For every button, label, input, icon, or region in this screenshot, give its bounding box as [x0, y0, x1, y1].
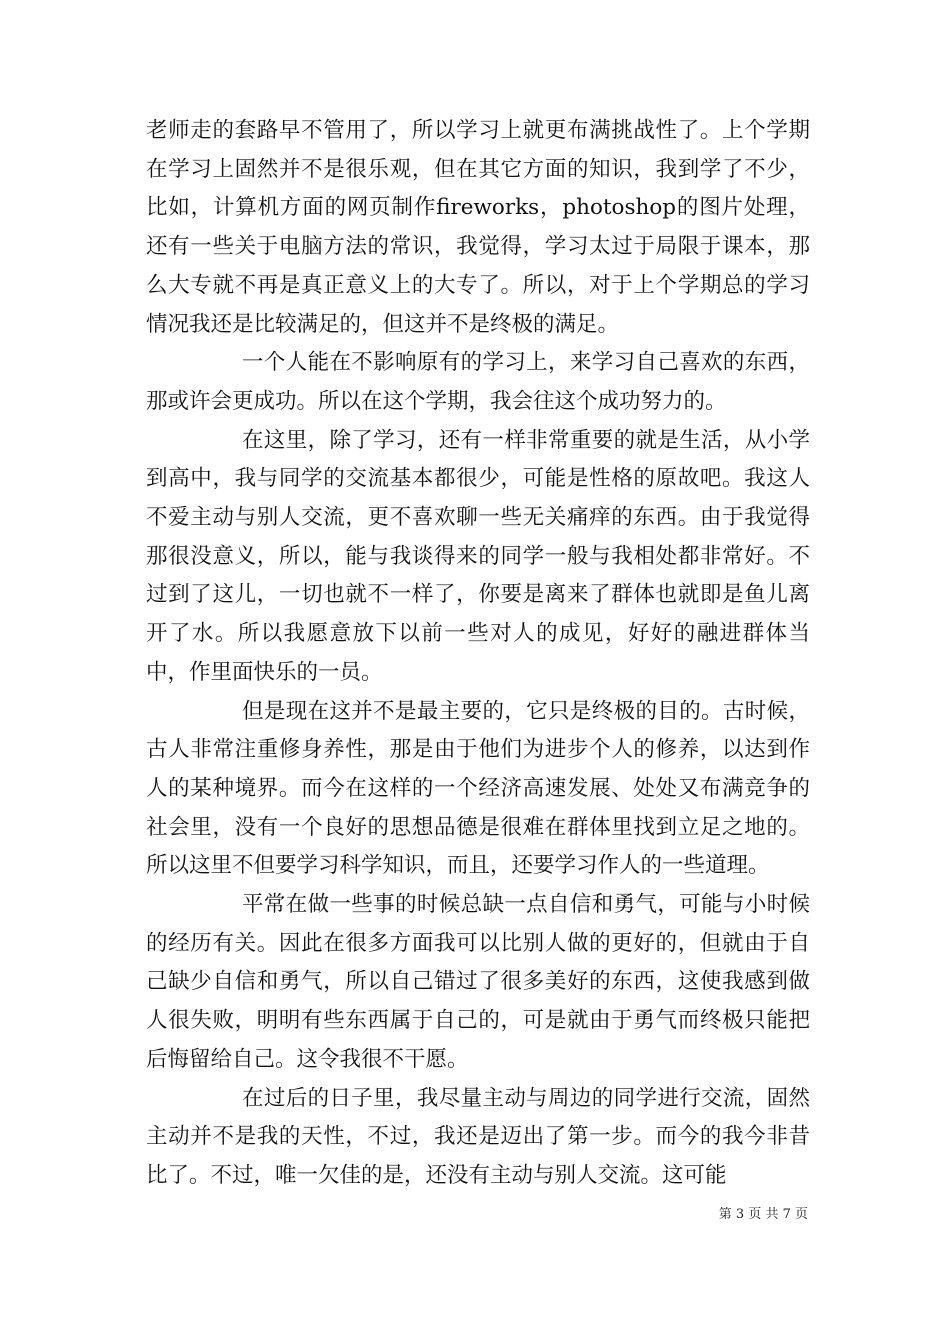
paragraph-4: 但是现在这并不是最主要的，它只是终极的目的。古时候，古人非常注重修身养性，那是由于他们为进步个人的修养，以达到作人的某种境界。而今在这样的一个经济高速发展、处处又布满竞争的社会里，没有一个良好的思想品德是很难在群体里找到立足之地的。所以这里不但要学习科学知识，而且，还要学习作人的一些道理。 — [146, 698, 810, 879]
paragraph-3: 在这里，除了学习，还有一样非常重要的就是生活，从小学到高中，我与同学的交流基本都很少，可能是性格的原故吧。我这人不爱主动与别人交流，更不喜欢聊一些无关痛痒的东西。由于我觉得那很没意义，所以，能与我谈得来的同学一般与我相处都非常好。不过到了这儿，一切也就不一样了，你要是离来了群体也就即是鱼儿离开了水。所以我愿意放下以前一些对人的成见，好好的融进群体当中，作里面快乐的一员。 — [146, 427, 810, 685]
paragraph-2: 一个人能在不影响原有的学习上，来学习自己喜欢的东西，那或许会更成功。所以在这个学期，我会往这个成功努力的。 — [146, 350, 810, 414]
page-number-footer: 第 3 页 共 7 页 — [718, 1207, 808, 1222]
paragraph-5: 平常在做一些事的时候总缺一点自信和勇气，可能与小时候的经历有关。因此在很多方面我可以比别人做的更好的，但就由于自己缺少自信和勇气，所以自己错过了很多美好的东西，这使我感到做人很失败，明明有些东西属于自己的，可是就由于勇气而终极只能把后悔留给自己。这令我很不干愿。 — [146, 892, 810, 1072]
paragraph-1: 老师走的套路早不管用了，所以学习上就更布满挑战性了。上个学期在学习上固然并不是很乐观，但在其它方面的知识，我到学了不少，比如，计算机方面的网页制作fireworks，photoshop的图片处理，还有一些关于电脑方法的常识，我觉得，学习太过于局限于课本，那么大专就不再是真正意义上的大专了。所以，对于上个学期总的学习情况我还是比较满足的，但这并不是终极的满足。 — [146, 118, 810, 337]
paragraph-6: 在过后的日子里，我尽量主动与周边的同学进行交流，固然主动并不是我的天性，不过，我还是迈出了第一步。而今的我今非昔比了。不过，唯一欠佳的是，还没有主动与别人交流。这可能 — [146, 1085, 810, 1188]
body-text — [146, 112, 810, 1196]
